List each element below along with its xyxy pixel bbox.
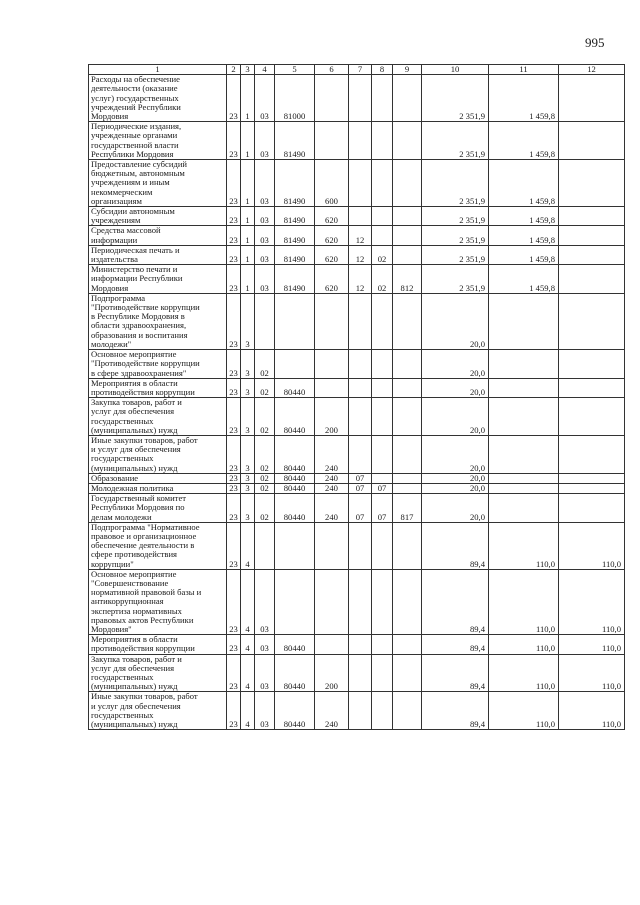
cell-col-9 (393, 435, 422, 473)
cell-col-2: 23 (227, 483, 241, 493)
cell-col-5 (275, 293, 315, 349)
cell-col-2: 23 (227, 350, 241, 379)
cell-col-7 (349, 435, 372, 473)
cell-col-6: 600 (315, 160, 349, 207)
cell-col-4: 03 (255, 635, 275, 654)
cell-col-5: 81490 (275, 122, 315, 160)
cell-col-12 (559, 398, 625, 436)
cell-col-7 (349, 692, 372, 730)
cell-col-6: 620 (315, 226, 349, 245)
cell-col-12 (559, 350, 625, 379)
row-label-cell: Периодическая печать и издательства (89, 245, 227, 264)
cell-col-3: 3 (241, 398, 255, 436)
cell-col-11: 110,0 (489, 569, 559, 634)
column-header-8: 8 (372, 65, 393, 75)
row-label-cell: Периодические издания, учрежденные органами государственной власти Республики Мордовия (89, 122, 227, 160)
column-header-3: 3 (241, 65, 255, 75)
cell-col-7 (349, 122, 372, 160)
cell-col-4: 03 (255, 692, 275, 730)
column-header-1: 1 (89, 65, 227, 75)
cell-col-6 (315, 569, 349, 634)
cell-col-12: 110,0 (559, 635, 625, 654)
cell-col-7 (349, 207, 372, 226)
cell-col-4 (255, 522, 275, 569)
cell-col-8 (372, 122, 393, 160)
row-label-cell: Закупка товаров, работ и услуг для обеспечения государственных (муниципальных) нужд (89, 654, 227, 692)
table-row (89, 654, 625, 692)
cell-col-5: 80440 (275, 654, 315, 692)
cell-col-6 (315, 293, 349, 349)
cell-col-12 (559, 473, 625, 483)
cell-col-8: 02 (372, 265, 393, 294)
row-label-cell: Государственный комитет Республики Мордовия по делам молодежи (89, 494, 227, 523)
cell-col-12: 110,0 (559, 654, 625, 692)
cell-col-5 (275, 522, 315, 569)
cell-col-12 (559, 160, 625, 207)
cell-col-4: 03 (255, 160, 275, 207)
cell-col-5: 80440 (275, 473, 315, 483)
cell-col-4: 02 (255, 494, 275, 523)
column-header-9: 9 (393, 65, 422, 75)
cell-col-2: 23 (227, 293, 241, 349)
cell-col-7 (349, 398, 372, 436)
cell-col-8 (372, 293, 393, 349)
cell-col-10: 2 351,9 (422, 160, 489, 207)
cell-col-10: 20,0 (422, 435, 489, 473)
cell-col-12 (559, 207, 625, 226)
cell-col-9 (393, 122, 422, 160)
row-label-cell: Субсидии автономным учреждениям (89, 207, 227, 226)
column-header-11: 11 (489, 65, 559, 75)
cell-col-3: 4 (241, 654, 255, 692)
cell-col-8 (372, 350, 393, 379)
cell-col-8 (372, 160, 393, 207)
cell-col-2: 23 (227, 654, 241, 692)
cell-col-10: 89,4 (422, 635, 489, 654)
cell-col-8: 02 (372, 245, 393, 264)
cell-col-2: 23 (227, 494, 241, 523)
cell-col-4: 02 (255, 473, 275, 483)
cell-col-10: 2 351,9 (422, 207, 489, 226)
column-header-12: 12 (559, 65, 625, 75)
cell-col-9 (393, 293, 422, 349)
cell-col-10: 20,0 (422, 473, 489, 483)
cell-col-10: 20,0 (422, 398, 489, 436)
cell-col-6: 200 (315, 654, 349, 692)
cell-col-4: 03 (255, 226, 275, 245)
cell-col-2: 23 (227, 435, 241, 473)
column-header-7: 7 (349, 65, 372, 75)
page-number: 995 (585, 35, 605, 50)
cell-col-6: 240 (315, 692, 349, 730)
cell-col-10: 89,4 (422, 692, 489, 730)
cell-col-10: 20,0 (422, 293, 489, 349)
table-row (89, 473, 625, 483)
cell-col-5 (275, 569, 315, 634)
cell-col-3: 3 (241, 494, 255, 523)
cell-col-4: 03 (255, 569, 275, 634)
table-body (89, 75, 625, 730)
cell-col-10: 2 351,9 (422, 265, 489, 294)
cell-col-11: 110,0 (489, 635, 559, 654)
cell-col-5: 80440 (275, 494, 315, 523)
cell-col-9 (393, 692, 422, 730)
cell-col-2: 23 (227, 160, 241, 207)
cell-col-11: 110,0 (489, 692, 559, 730)
table-row (89, 635, 625, 654)
cell-col-12 (559, 75, 625, 122)
cell-col-7 (349, 293, 372, 349)
cell-col-7 (349, 160, 372, 207)
cell-col-4: 02 (255, 378, 275, 397)
cell-col-3: 1 (241, 265, 255, 294)
row-label-cell: Иные закупки товаров, работ и услуг для обеспечения государственных (муниципальных) нужд (89, 692, 227, 730)
row-label-cell: Предоставление субсидий бюджетным, автономным учреждениям и иным некоммерческим организациям (89, 160, 227, 207)
cell-col-5: 80440 (275, 635, 315, 654)
cell-col-2: 23 (227, 692, 241, 730)
table-row (89, 245, 625, 264)
table-row (89, 226, 625, 245)
cell-col-8 (372, 435, 393, 473)
column-header-10: 10 (422, 65, 489, 75)
cell-col-9 (393, 350, 422, 379)
cell-col-8 (372, 226, 393, 245)
cell-col-11 (489, 473, 559, 483)
cell-col-3: 4 (241, 569, 255, 634)
table-row (89, 207, 625, 226)
table-row (89, 398, 625, 436)
cell-col-12: 110,0 (559, 692, 625, 730)
table-row (89, 378, 625, 397)
table-row (89, 265, 625, 294)
cell-col-8: 07 (372, 483, 393, 493)
cell-col-9 (393, 522, 422, 569)
row-label-cell: Мероприятия в области противодействия коррупции (89, 635, 227, 654)
cell-col-2: 23 (227, 522, 241, 569)
cell-col-3: 3 (241, 435, 255, 473)
cell-col-10: 20,0 (422, 350, 489, 379)
cell-col-7 (349, 75, 372, 122)
table-row (89, 692, 625, 730)
row-label-cell: Основное мероприятие "Совершенствование нормативной правовой базы и антикоррупционная экспертиза нормативных правовых актов Республики Мордовия" (89, 569, 227, 634)
cell-col-12 (559, 226, 625, 245)
cell-col-6 (315, 350, 349, 379)
cell-col-2: 23 (227, 635, 241, 654)
table-row (89, 293, 625, 349)
cell-col-11 (489, 398, 559, 436)
cell-col-2: 23 (227, 207, 241, 226)
table-row (89, 569, 625, 634)
cell-col-12: 110,0 (559, 522, 625, 569)
cell-col-11 (489, 435, 559, 473)
cell-col-5: 80440 (275, 483, 315, 493)
cell-col-5 (275, 350, 315, 379)
cell-col-11: 1 459,8 (489, 226, 559, 245)
cell-col-6: 620 (315, 207, 349, 226)
table-row (89, 522, 625, 569)
row-label-cell: Образование (89, 473, 227, 483)
cell-col-2: 23 (227, 569, 241, 634)
cell-col-10: 2 351,9 (422, 226, 489, 245)
cell-col-4: 03 (255, 265, 275, 294)
cell-col-7 (349, 654, 372, 692)
table-row (89, 75, 625, 122)
cell-col-4: 02 (255, 398, 275, 436)
cell-col-9 (393, 473, 422, 483)
cell-col-6 (315, 378, 349, 397)
cell-col-8 (372, 654, 393, 692)
cell-col-5: 81490 (275, 265, 315, 294)
cell-col-9 (393, 160, 422, 207)
cell-col-8 (372, 569, 393, 634)
cell-col-3: 4 (241, 692, 255, 730)
cell-col-11 (489, 350, 559, 379)
cell-col-11: 1 459,8 (489, 122, 559, 160)
cell-col-5: 80440 (275, 692, 315, 730)
row-label-cell: Подпрограмма "Нормативное правовое и организационное обеспечение деятельности в сфере противодействия коррупции" (89, 522, 227, 569)
cell-col-5: 80440 (275, 398, 315, 436)
cell-col-3: 3 (241, 473, 255, 483)
cell-col-8 (372, 378, 393, 397)
row-label-cell: Молодежная политика (89, 483, 227, 493)
cell-col-7: 07 (349, 483, 372, 493)
cell-col-9 (393, 398, 422, 436)
cell-col-2: 23 (227, 245, 241, 264)
row-label-cell: Расходы на обеспечение деятельности (оказание услуг) государственных учреждений Республики Мордовия (89, 75, 227, 122)
cell-col-6: 240 (315, 483, 349, 493)
cell-col-9: 817 (393, 494, 422, 523)
cell-col-12 (559, 378, 625, 397)
cell-col-10: 2 351,9 (422, 75, 489, 122)
cell-col-11: 1 459,8 (489, 265, 559, 294)
cell-col-5: 80440 (275, 435, 315, 473)
cell-col-11 (489, 483, 559, 493)
column-header-6: 6 (315, 65, 349, 75)
cell-col-6: 200 (315, 398, 349, 436)
cell-col-3: 1 (241, 226, 255, 245)
table-row (89, 350, 625, 379)
budget-table (88, 64, 625, 730)
cell-col-8 (372, 75, 393, 122)
cell-col-6 (315, 635, 349, 654)
cell-col-10: 2 351,9 (422, 245, 489, 264)
cell-col-5: 81000 (275, 75, 315, 122)
table-row (89, 122, 625, 160)
row-label-cell: Министерство печати и информации Республики Мордовия (89, 265, 227, 294)
cell-col-6: 240 (315, 473, 349, 483)
cell-col-3: 1 (241, 122, 255, 160)
cell-col-6: 240 (315, 435, 349, 473)
cell-col-3: 3 (241, 483, 255, 493)
cell-col-11: 110,0 (489, 522, 559, 569)
cell-col-7: 12 (349, 226, 372, 245)
cell-col-9 (393, 207, 422, 226)
cell-col-3: 1 (241, 207, 255, 226)
row-label-cell: Закупка товаров, работ и услуг для обеспечения государственных (муниципальных) нужд (89, 398, 227, 436)
cell-col-2: 23 (227, 122, 241, 160)
cell-col-4: 03 (255, 245, 275, 264)
table-row (89, 160, 625, 207)
cell-col-5: 81490 (275, 226, 315, 245)
cell-col-11 (489, 293, 559, 349)
cell-col-10: 20,0 (422, 483, 489, 493)
cell-col-2: 23 (227, 265, 241, 294)
cell-col-12: 110,0 (559, 569, 625, 634)
cell-col-9 (393, 75, 422, 122)
cell-col-12 (559, 435, 625, 473)
cell-col-8 (372, 635, 393, 654)
cell-col-12 (559, 483, 625, 493)
cell-col-10: 89,4 (422, 654, 489, 692)
cell-col-10: 20,0 (422, 378, 489, 397)
cell-col-9 (393, 245, 422, 264)
row-label-cell: Средства массовой информации (89, 226, 227, 245)
cell-col-11: 110,0 (489, 654, 559, 692)
cell-col-5: 81490 (275, 245, 315, 264)
cell-col-2: 23 (227, 75, 241, 122)
cell-col-11: 1 459,8 (489, 207, 559, 226)
cell-col-10: 89,4 (422, 569, 489, 634)
cell-col-4: 02 (255, 435, 275, 473)
cell-col-3: 1 (241, 75, 255, 122)
cell-col-7 (349, 378, 372, 397)
cell-col-10: 89,4 (422, 522, 489, 569)
cell-col-10: 2 351,9 (422, 122, 489, 160)
cell-col-12 (559, 245, 625, 264)
cell-col-8 (372, 207, 393, 226)
cell-col-11 (489, 494, 559, 523)
cell-col-4: 02 (255, 350, 275, 379)
table-header-row (89, 65, 625, 75)
cell-col-11 (489, 378, 559, 397)
cell-col-4: 03 (255, 75, 275, 122)
cell-col-10: 20,0 (422, 494, 489, 523)
cell-col-7 (349, 569, 372, 634)
cell-col-9 (393, 226, 422, 245)
cell-col-2: 23 (227, 398, 241, 436)
cell-col-8 (372, 473, 393, 483)
cell-col-8 (372, 522, 393, 569)
cell-col-6 (315, 75, 349, 122)
cell-col-12 (559, 265, 625, 294)
cell-col-7: 07 (349, 494, 372, 523)
cell-col-7 (349, 522, 372, 569)
cell-col-12 (559, 122, 625, 160)
cell-col-2: 23 (227, 226, 241, 245)
cell-col-8: 07 (372, 494, 393, 523)
cell-col-9 (393, 483, 422, 493)
table-row (89, 435, 625, 473)
cell-col-5: 81490 (275, 160, 315, 207)
cell-col-3: 3 (241, 293, 255, 349)
cell-col-7: 12 (349, 265, 372, 294)
row-label-cell: Иные закупки товаров, работ и услуг для обеспечения государственных (муниципальных) нужд (89, 435, 227, 473)
cell-col-3: 3 (241, 350, 255, 379)
cell-col-12 (559, 293, 625, 349)
cell-col-11: 1 459,8 (489, 75, 559, 122)
cell-col-7: 07 (349, 473, 372, 483)
cell-col-4: 03 (255, 207, 275, 226)
cell-col-7 (349, 350, 372, 379)
cell-col-5: 80440 (275, 378, 315, 397)
cell-col-6: 620 (315, 245, 349, 264)
row-label-cell: Основное мероприятие "Противодействие коррупции в сфере здравоохранения" (89, 350, 227, 379)
cell-col-9: 812 (393, 265, 422, 294)
cell-col-2: 23 (227, 473, 241, 483)
cell-col-8 (372, 398, 393, 436)
cell-col-4: 03 (255, 122, 275, 160)
cell-col-8 (372, 692, 393, 730)
cell-col-12 (559, 494, 625, 523)
cell-col-4: 03 (255, 654, 275, 692)
column-header-4: 4 (255, 65, 275, 75)
cell-col-9 (393, 635, 422, 654)
row-label-cell: Мероприятия в области противодействия коррупции (89, 378, 227, 397)
cell-col-7 (349, 635, 372, 654)
cell-col-3: 1 (241, 160, 255, 207)
cell-col-9 (393, 378, 422, 397)
cell-col-4: 02 (255, 483, 275, 493)
table-row (89, 483, 625, 493)
column-header-5: 5 (275, 65, 315, 75)
cell-col-6: 620 (315, 265, 349, 294)
cell-col-11: 1 459,8 (489, 245, 559, 264)
cell-col-9 (393, 654, 422, 692)
cell-col-3: 4 (241, 522, 255, 569)
cell-col-6: 240 (315, 494, 349, 523)
cell-col-7: 12 (349, 245, 372, 264)
column-header-2: 2 (227, 65, 241, 75)
cell-col-11: 1 459,8 (489, 160, 559, 207)
cell-col-6 (315, 522, 349, 569)
cell-col-6 (315, 122, 349, 160)
row-label-cell: Подпрограмма "Противодействие коррупции в Республике Мордовия в области здравоохранения, образования и воспитания молодежи" (89, 293, 227, 349)
cell-col-9 (393, 569, 422, 634)
cell-col-3: 3 (241, 378, 255, 397)
cell-col-3: 1 (241, 245, 255, 264)
cell-col-2: 23 (227, 378, 241, 397)
cell-col-4 (255, 293, 275, 349)
cell-col-5: 81490 (275, 207, 315, 226)
table-row (89, 494, 625, 523)
cell-col-3: 4 (241, 635, 255, 654)
